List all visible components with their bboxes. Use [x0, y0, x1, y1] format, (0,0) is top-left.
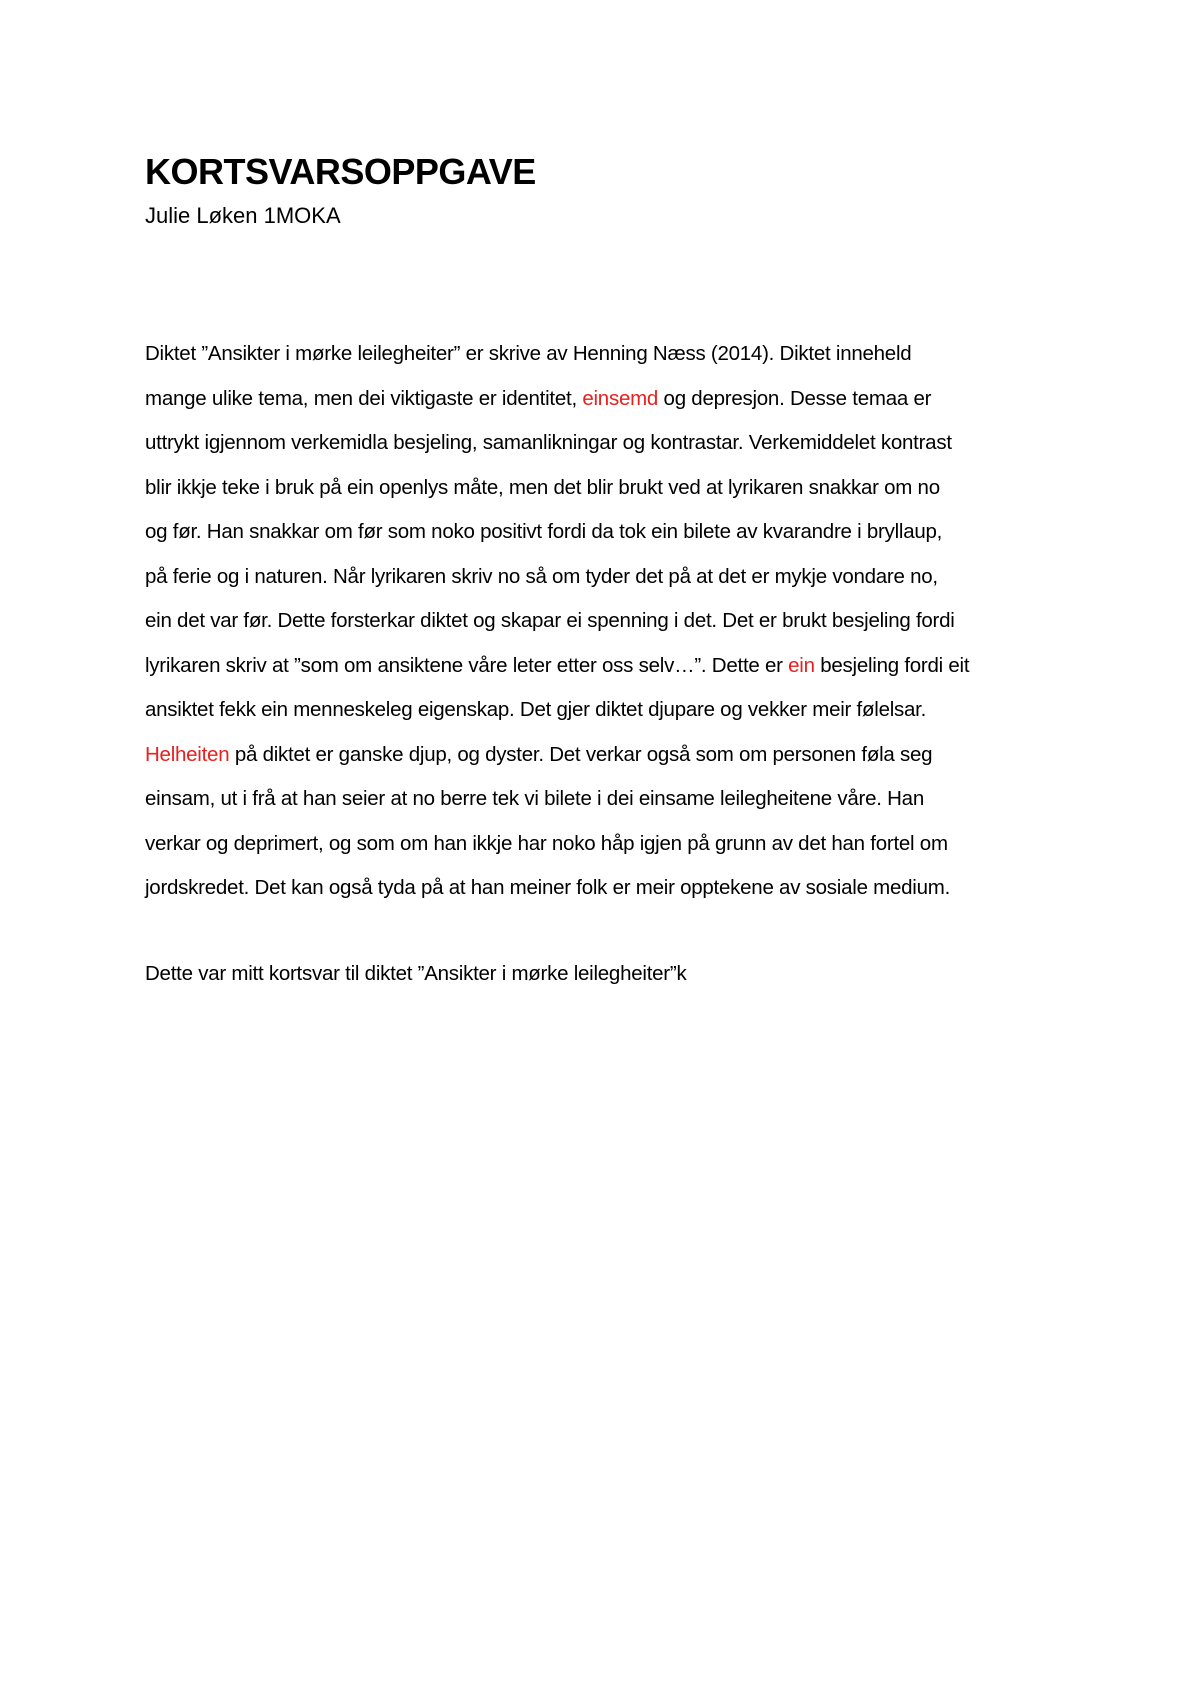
closing-line: Dette var mitt kortsvar til diktet ”Ansikter i mørke leilegheiter”k — [145, 962, 687, 985]
text-segment: lyrikaren skriv at ”som om ansiktene våre leter etter oss selv…”. Dette er — [145, 653, 789, 677]
text-segment: blir ikkje teke i bruk på ein openlys måte, men det blir brukt ved at lyrikaren snakkar om no — [145, 475, 940, 499]
body-line — [145, 555, 1075, 600]
body-line — [145, 377, 1075, 422]
text-segment: på diktet er ganske djup, og dyster. Det verkar også som om personen føla seg — [229, 742, 933, 766]
text-segment: og før. Han snakkar om før som noko positivt fordi da tok ein bilete av kvarandre i bryllaup, — [145, 520, 943, 543]
body-line — [145, 644, 1075, 689]
text-segment: jordskredet. Det kan også tyda på at han meiner folk er meir opptekene av sosiale medium. — [145, 876, 951, 899]
author-line: Julie Løken 1MOKA — [145, 203, 341, 228]
document-title: KORTSVARSOPPGAVE — [145, 151, 536, 192]
text-segment: einsam, ut i frå at han seier at no berre tek vi bilete i dei einsame leilegheitene våre. Han — [145, 787, 924, 810]
body-line — [145, 466, 1075, 511]
highlighted-word: Helheiten — [145, 742, 230, 766]
body-line — [145, 777, 1075, 822]
text-segment: ansiktet fekk ein menneskeleg eigenskap. Det gjer diktet djupare og vekker meir følelsar. — [145, 698, 927, 721]
body-line — [145, 332, 1075, 377]
highlighted-word: einsemd — [582, 386, 659, 410]
text-segment: mange ulike tema, men dei viktigaste er identitet, — [145, 386, 583, 410]
body-line — [145, 822, 1075, 867]
text-segment: og depresjon. Desse temaa er — [658, 386, 932, 410]
body-line — [145, 866, 1075, 911]
body-line — [145, 688, 1075, 733]
body-line — [145, 421, 1075, 466]
text-segment: på ferie og i naturen. Når lyrikaren skriv no så om tyder det på at det er mykje vondare no, — [145, 564, 938, 588]
text-segment: ein det var før. Dette forsterkar diktet og skapar ei spenning i det. Det er brukt besjeling fordi — [145, 609, 955, 632]
body-line — [145, 599, 1075, 644]
text-segment: Diktet ”Ansikter i mørke leilegheiter” er skrive av Henning Næss (2014). Diktet inneheld — [145, 342, 912, 365]
highlighted-word: ein — [788, 653, 815, 677]
text-segment: verkar og deprimert, og som om han ikkje har noko håp igjen på grunn av det han fortel om — [145, 831, 948, 855]
text-segment: besjeling fordi eit — [814, 653, 970, 677]
text-segment: uttrykt igjennom verkemidla besjeling, samanlikningar og kontrastar. Verkemiddelet kontrast — [145, 431, 952, 454]
body-line — [145, 510, 1075, 555]
body-paragraph — [145, 332, 1075, 911]
body-line — [145, 733, 1075, 778]
